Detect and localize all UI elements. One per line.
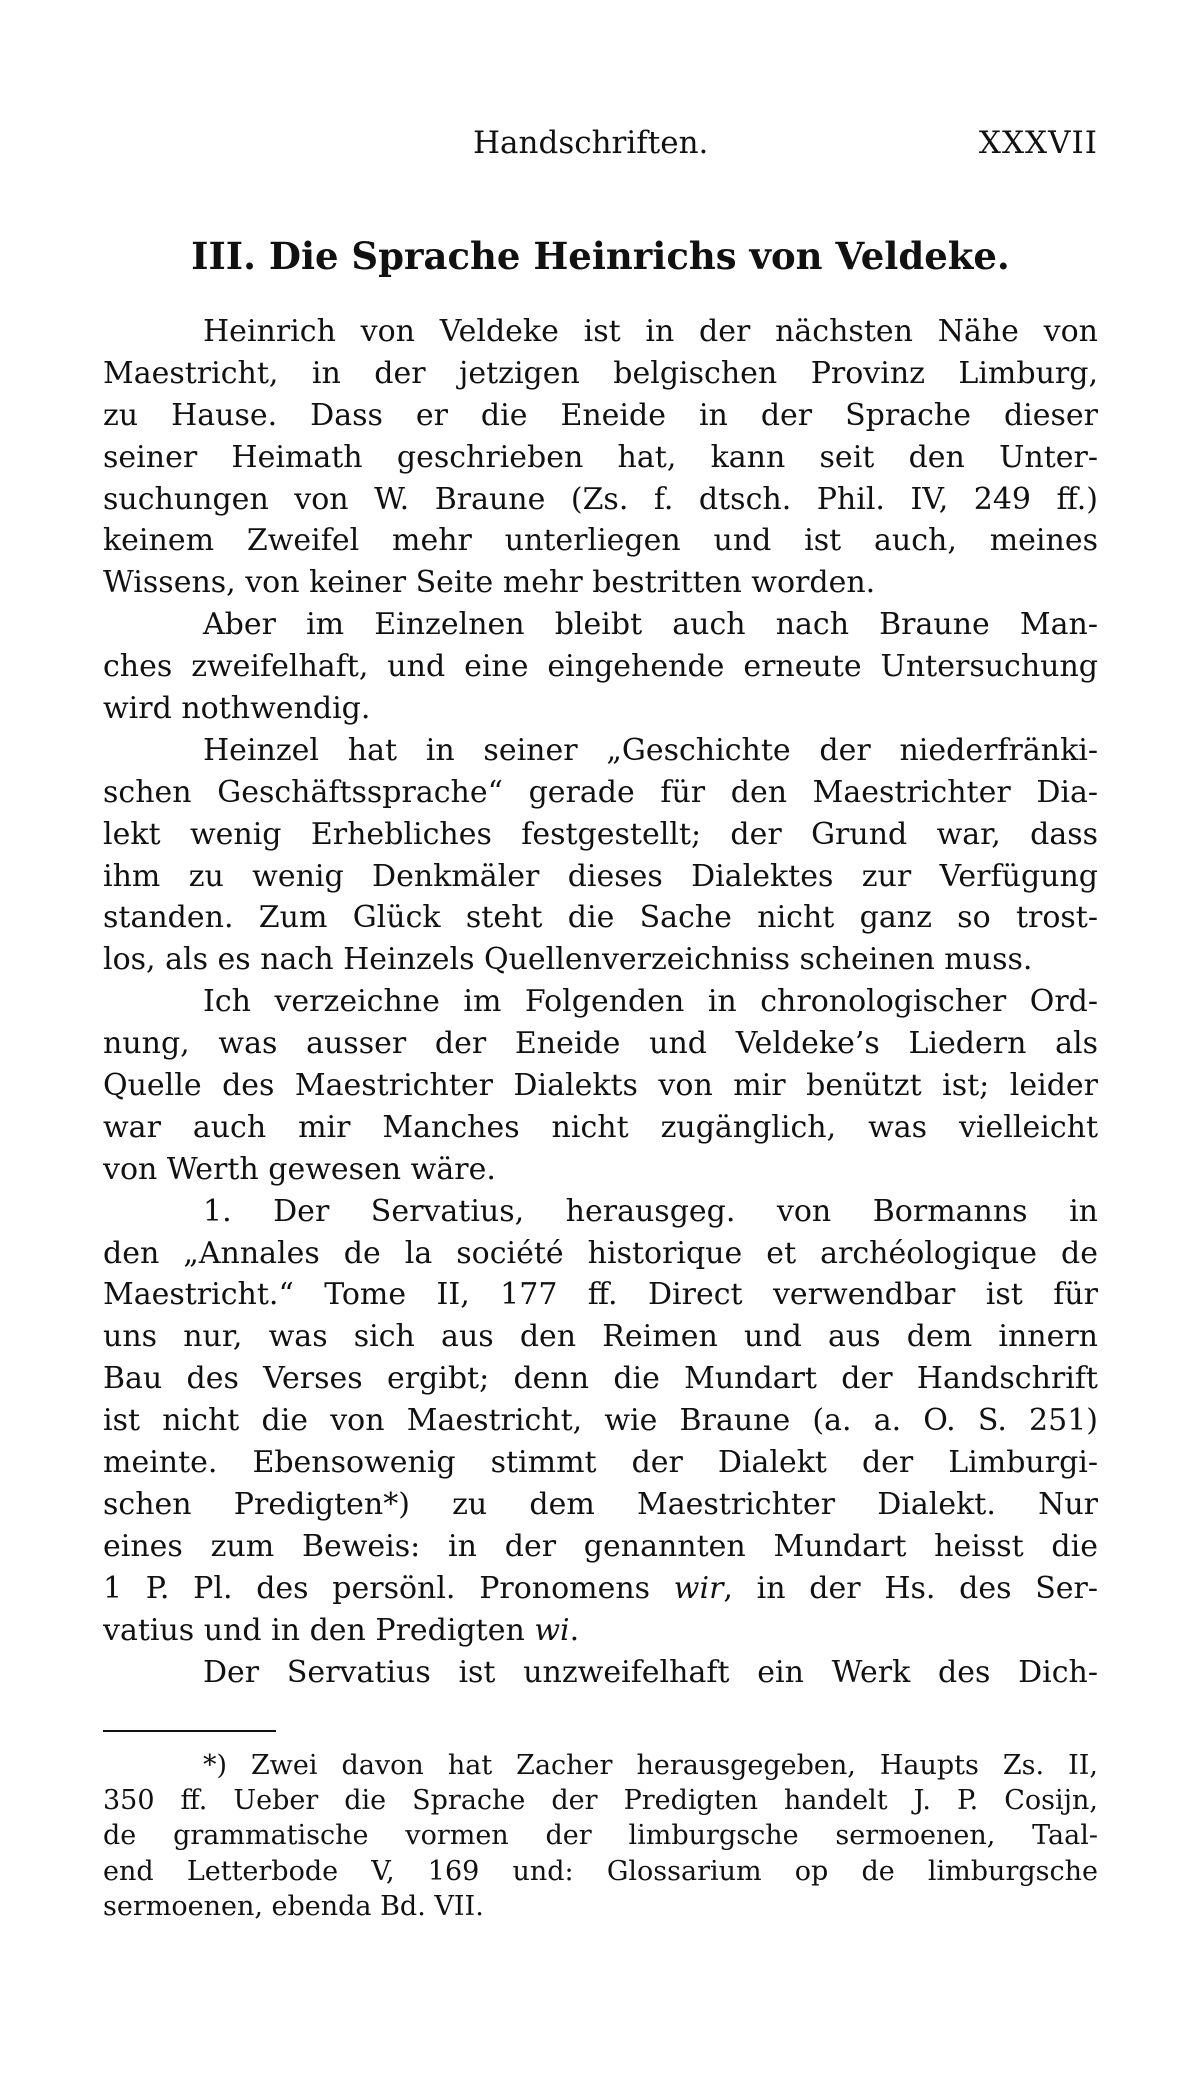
footnote [103, 1748, 1098, 1924]
text-line: meinte. Ebensowenig stimmt der Dialekt der Limburgi- [103, 1445, 1098, 1481]
text-line: suchungen von W. Braune (Zs. f. dtsch. Phil. IV, 249 ff.) [103, 481, 1098, 517]
text-line: war auch mir Manches nicht zugänglich, was vielleicht [103, 1109, 1098, 1145]
text-line: Aber im Einzelnen bleibt auch nach Braune Man- [203, 607, 1098, 643]
text-line: Ich verzeichne im Folgenden in chronologischer Ord- [203, 984, 1098, 1020]
running-header [103, 118, 1098, 168]
footnote-line: *) Zwei davon hat Zacher herausgegeben, Haupts Zs. II, [203, 1750, 1098, 1781]
italic-pronoun-wir: wir [673, 1570, 724, 1606]
text-line: schen Geschäftssprache“ gerade für den Maestrichter Dia- [103, 774, 1098, 810]
book-page [103, 0, 1098, 2090]
text-line: Maestricht.“ Tome II, 177 ff. Direct verwendbar ist für [103, 1277, 1098, 1313]
text-line: Bau des Verses ergibt; denn die Mundart der Handschrift [103, 1361, 1098, 1397]
footnote-line: 350 ff. Ueber die Sprache der Predigten handelt J. P. Cosijn, [103, 1785, 1098, 1817]
text-line: Quelle des Maestrichter Dialekts von mir benützt ist; leider [103, 1068, 1098, 1104]
text-line: von Werth gewesen wäre. [103, 1151, 496, 1187]
text-line: Heinzel hat in seiner „Geschichte der niederfränki- [203, 732, 1098, 768]
text-line: 1. Der Servatius, herausgeg. von Bormanns in [203, 1193, 1098, 1229]
text-line: Heinrich von Veldeke ist in der nächsten Nähe von [203, 314, 1098, 349]
text-line [103, 1610, 1098, 1652]
text-line: nung, was ausser der Eneide und Veldeke’s Liedern als [103, 1026, 1098, 1062]
text-line: los, als es nach Heinzels Quellenverzeichniss scheinen muss. [103, 942, 1033, 978]
text-line: wird nothwendig. [103, 691, 371, 727]
text-line: eines zum Beweis: in der genannten Mundart heisst die [103, 1528, 1098, 1564]
text-line: standen. Zum Glück steht die Sache nicht ganz so trost- [103, 900, 1098, 936]
page-number: XXXVII [978, 125, 1098, 161]
footnote-line: de grammatische vormen der limburgsche sermoenen, Taal- [103, 1820, 1098, 1852]
text-line: den „Annales de la société historique et archéologique de [103, 1235, 1098, 1271]
body-text [103, 311, 1098, 1693]
text-line [103, 1568, 1098, 1610]
text-line: lekt wenig Erhebliches festgestellt; der Grund war, dass [103, 816, 1098, 852]
text-line: Der Servatius ist unzweifelhaft ein Werk des Dich- [203, 1654, 1098, 1690]
text-line: zu Hause. Dass er die Eneide in der Sprache dieser [103, 397, 1098, 433]
text-line: uns nur, was sich aus den Reimen und aus dem innern [103, 1319, 1098, 1355]
footnote-divider [103, 1730, 276, 1732]
text-line: ches zweifelhaft, und eine eingehende erneute Untersuchung [103, 649, 1098, 685]
text-segment: 1 P. Pl. des persönl. Pronomens [103, 1570, 674, 1606]
text-line: Wissens, von keiner Seite mehr bestritten worden. [103, 565, 876, 601]
footnote-line: end Letterbode V, 169 und: Glossarium op de limburgsche [103, 1855, 1098, 1887]
text-line: ihm zu wenig Denkmäler dieses Dialektes zur Verfügung [103, 858, 1098, 894]
text-segment: . [569, 1612, 580, 1648]
text-line: schen Predigten*) zu dem Maestrichter Dialekt. Nur [103, 1486, 1098, 1522]
text-line: Maestricht, in der jetzigen belgischen Provinz Limburg, [103, 355, 1098, 391]
text-segment: vatius und in den Predigten [103, 1612, 535, 1648]
italic-pronoun-wi: wi [534, 1612, 570, 1648]
running-title: Handschriften. [473, 125, 709, 161]
text-line: keinem Zweifel mehr unterliegen und ist auch, meines [103, 523, 1098, 559]
text-line: ist nicht die von Maestricht, wie Braune (a. a. O. S. 251) [103, 1403, 1098, 1439]
footnote-line: sermoenen, ebenda Bd. VII. [103, 1890, 484, 1922]
chapter-title: III. Die Sprache Heinrichs von Veldeke. [191, 234, 1010, 278]
text-segment: , in der Hs. des Ser- [723, 1570, 1098, 1606]
text-line: seiner Heimath geschrieben hat, kann seit den Unter- [103, 439, 1098, 475]
